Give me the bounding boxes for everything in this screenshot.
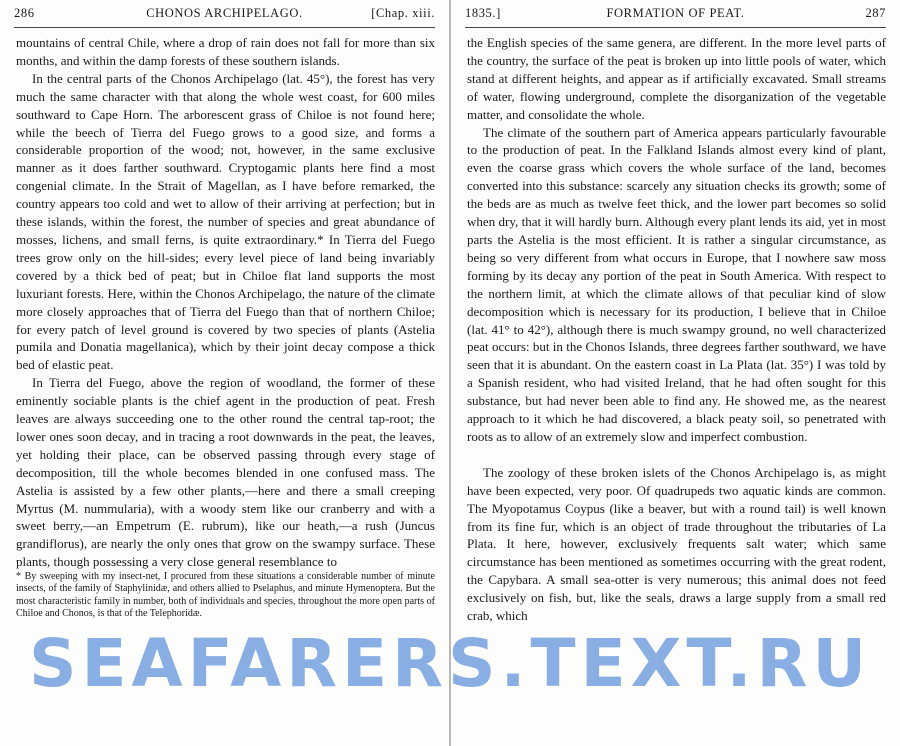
chapter-label: [Chap. xiii. xyxy=(371,6,435,20)
right-body-text xyxy=(467,34,886,625)
right-header-rule xyxy=(465,27,886,28)
right-page xyxy=(451,0,900,746)
left-running-head xyxy=(14,6,435,24)
footnote: * By sweeping with my insect-net, I procured from these situations a considerable number of minute insects, of the family of Staphylinidæ, and others allied to Pselaphus, and minute Hymenoptera. But the most characteristic family in number, both of individuals and species, throughout the more open parts of Chiloe and Chonos, is that of the Telephoridæ. xyxy=(16,571,435,619)
left-header-rule xyxy=(14,27,435,28)
year-label: 1835.] xyxy=(465,6,501,20)
paragraph: The climate of the southern part of America appears particularly favourable to the production of peat. In the Falkland Islands almost every kind of plant, even the coarse grass which covers the whole surface of the land, becomes converted into this substance: scarcely any situation checks its growth; some of the beds are as much as twelve feet thick, and the lower part becomes so solid when dry, that it will hardly burn. Although every plant lends its aid, yet in most parts the Astelia is the most efficient. It is rather a singular circumstance, as being so very different from what occurs in Europe, that I nowhere saw moss forming by its decay any portion of the peat in South America. With respect to the northern limit, at which the climate allows of that peculiar kind of slow decomposition which is necessary for its production, I believe that in Chiloe (lat. 41° to 42°), although there is much swampy ground, no well characterized peat occurs: but in the Chonos Islands, three degrees farther southward, we have seen that it is abundant. On the eastern coast in La Plata (lat. 35°) I was told by a Spanish resident, who had visited Ireland, that he had often sought for this substance, but had never been able to find any. He showed me, as the nearest approach to it which he had discovered, a black peaty soil, so penetrated with roots as to allow of an extremely slow and imperfect combustion. xyxy=(467,124,886,444)
paragraph: the English species of the same genera, are different. In the more level parts of the country, the surface of the peat is broken up into little pools of water, which stand at different heights, and appear as if artificially excavated. Small streams of water, flowing underground, complete the disorganization of the vegetable matter, and consolidate the whole. xyxy=(467,35,886,122)
right-running-head xyxy=(465,6,886,24)
paragraph: mountains of central Chile, where a drop of rain does not fall for more than six months, and within the damp forests of these southern islands. xyxy=(16,35,435,68)
left-body-text xyxy=(16,34,435,620)
paragraph: In the central parts of the Chonos Archipelago (lat. 45°), the forest has very much the same character with that along the whole west coast, for 600 miles southward to Cape Horn. The arborescent grass of Chiloe is not found here; while the beech of Tierra del Fuego grows to a good size, and forms a considerable proportion of the wood; not, however, in the same exclusive manner as it does farther southward. Cryptogamic plants here find a most congenial climate. In the Strait of Magellan, as I have before remarked, the country appears too cold and wet to allow of their arriving at perfection; but in these islands, within the forest, the number of species and great abundance of mosses, lichens, and small ferns, is quite extraordinary.* In Tierra del Fuego trees grow only on the hill-sides; every level piece of land being invariably covered by a thick bed of peat; but in Chiloe flat land supports the most luxuriant forests. Here, within the Chonos Archipelago, the nature of the climate more closely approaches that of Tierra del Fuego than that of northern Chiloe; for every patch of level ground is covered by two species of plants (Astelia pumila and Donatia magellanica), which by their joint decay compose a thick bed of elastic peat. xyxy=(16,70,435,373)
watermark: SEAFARERS.TEXT.RU xyxy=(28,625,872,702)
paragraph: In Tierra del Fuego, above the region of woodland, the former of these eminently sociable plants is the chief agent in the production of peat. Fresh leaves are always succeeding one to the other round the central tap-root; the lower ones soon decay, and in tracing a root downwards in the peat, the leaves, yet holding their place, can be observed passing through every stage of decomposition, till the whole becomes blended in one confused mass. The Astelia is assisted by a few other plants,—here and there a small creeping Myrtus (M. nummularia), with a woody stem like our cranberry and with a sweet berry,—an Empetrum (E. rubrum), like our heath,—a rush (Juncus grandiflorus), are nearly the only ones that grow on the swampy surface. These plants, though possessing a very close general resemblance to xyxy=(16,375,435,570)
left-page-number: 286 xyxy=(14,6,35,20)
left-page xyxy=(0,0,449,746)
paragraph: The zoology of these broken islets of the Chonos Archipelago is, as might have been expected, very poor. Of quadrupeds two aquatic kinds are common. The Myopotamus Coypus (like a beaver, but with a round tail) is well known from its fine fur, which is an object of trade throughout the tributaries of La Plata. It here, however, exclusively frequents salt water; which same circumstance has been mentioned as sometimes occurring with the great rodent, the Capybara. A small sea-otter is very numerous; this animal does not feed exclusively on fish, but, like the seals, draws a large supply from a small red crab, which xyxy=(467,464,886,624)
right-running-title: FORMATION OF PEAT. xyxy=(606,6,745,20)
right-page-number: 287 xyxy=(865,6,886,20)
section-break xyxy=(467,446,886,464)
left-running-title: CHONOS ARCHIPELAGO. xyxy=(146,6,303,20)
